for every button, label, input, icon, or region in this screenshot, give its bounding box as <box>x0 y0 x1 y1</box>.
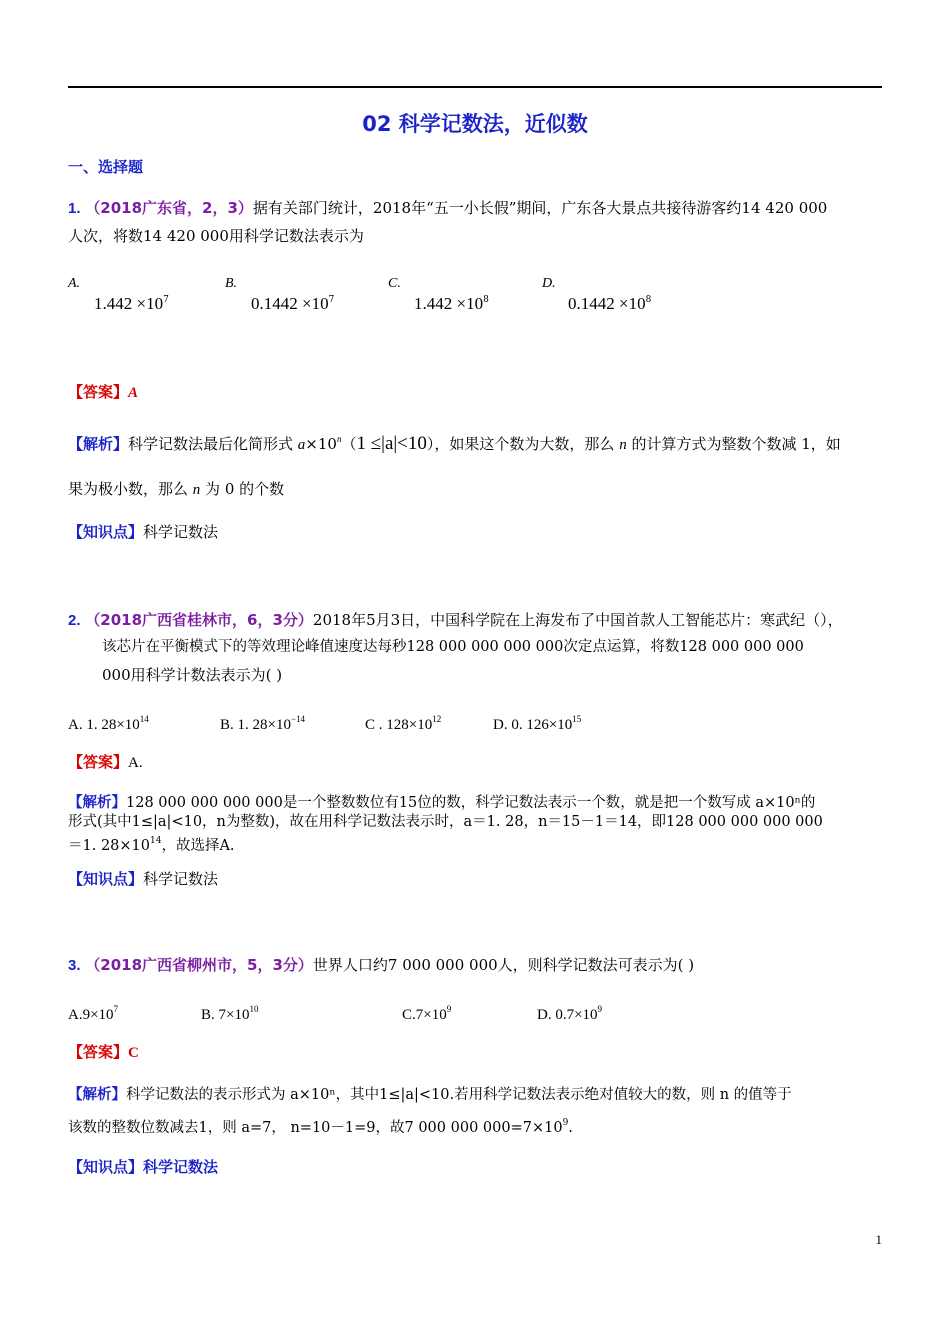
q3-knowledge <box>68 1156 218 1178</box>
q3-text-1: 世界人口约7 000 000 000人，则科学记数法可表示为( ) <box>312 956 695 974</box>
option-value: C.7×10 <box>402 1007 447 1023</box>
q2-option-d <box>493 708 581 736</box>
analysis-var: n <box>619 437 627 453</box>
q2-analysis-line3 <box>68 830 235 857</box>
option-letter: C. <box>388 276 401 291</box>
analysis-text: 果为极小数，那么 <box>68 480 193 498</box>
option-value: 1.442 ×10 <box>94 294 164 313</box>
option-letter: A. <box>68 276 81 291</box>
option-value: 0.1442 ×10 <box>568 294 646 313</box>
knowledge-label: 【知识点】 <box>68 870 144 888</box>
q1-line2: 人次，将数14 420 000用科学记数法表示为 <box>68 227 364 245</box>
q1-text-1: 据有关部门统计，2018年“五一小长假”期间，广东各大景点共接待游客约14 420 000 <box>252 199 828 217</box>
answer-value: C <box>128 1045 139 1061</box>
knowledge-label: 【知识点】 <box>68 523 144 541</box>
answer-label: 【答案】 <box>68 383 129 401</box>
q2-answer <box>68 751 143 774</box>
q1-analysis-line1 <box>68 428 841 456</box>
option-value: B. 1. 28×10 <box>220 717 291 733</box>
analysis-text: ＝1. 28×10 <box>68 838 150 854</box>
q2-option-a <box>68 708 149 736</box>
option-exponent: 7 <box>113 1004 119 1014</box>
option-value: 1.442 ×10 <box>414 294 484 313</box>
analysis-exp: n <box>336 434 342 444</box>
q2-analysis-line2: 形式(其中1≤|a|<10，n为整数)，故在用科学记数法表示时，a＝1. 28，n＝15－1＝14，即128 000 000 000 000 <box>68 814 823 830</box>
analysis-text: ，故选择A. <box>161 838 235 854</box>
analysis-text: 128 000 000 000 000是一个整数数位有15位的数，科学记数法表示一个数，就是把一个数写成 a×10ⁿ的 <box>126 795 816 811</box>
option-exponent: 12 <box>432 714 442 724</box>
option-exponent: 7 <box>163 295 169 305</box>
option-value: C . 128×10 <box>365 717 433 733</box>
q3-answer <box>68 1041 139 1064</box>
q2-option-c <box>365 708 441 736</box>
option-exponent: 10 <box>249 1004 259 1014</box>
page-number: 1 <box>875 1232 882 1247</box>
q1-answer <box>68 381 138 404</box>
analysis-text: ），如果这个数为大数，那么 <box>426 435 620 453</box>
option-exponent: 14 <box>139 714 149 724</box>
q3-line1 <box>68 954 694 977</box>
option-exponent: 7 <box>328 295 335 305</box>
q3-option-a <box>68 998 118 1026</box>
analysis-var: a <box>297 437 306 453</box>
knowledge-label: 【知识点】 <box>68 1158 144 1176</box>
q1-number: 1. <box>68 200 81 217</box>
q3-number: 3. <box>68 957 81 974</box>
knowledge-value: 科学记数法 <box>143 870 219 888</box>
analysis-text: 科学记数法的表示形式为 a×10ⁿ，其中1≤|a|<10.若用科学记数法表示绝对值较大的数，则 n 的值等于 <box>126 1087 792 1103</box>
option-letter: B. <box>225 276 238 291</box>
option-value: A. 1. 28×10 <box>68 717 140 733</box>
analysis-var: n <box>192 482 201 498</box>
option-exponent: 8 <box>483 295 489 305</box>
option-letter: D. <box>542 276 556 291</box>
q1-source: （2018广东省，2，3） <box>85 199 253 217</box>
option-exponent: 15 <box>572 714 582 724</box>
q3-option-c <box>402 998 451 1026</box>
analysis-text: ×10 <box>305 435 337 453</box>
option-exponent: 9 <box>446 1004 452 1014</box>
header-rule <box>68 86 882 88</box>
knowledge-value: 科学记数法 <box>143 1158 219 1176</box>
analysis-text: 为 0 的个数 <box>200 480 285 498</box>
q2-source: （2018广西省桂林市，6，3分） <box>85 611 313 629</box>
analysis-text: 科学记数法最后化简形式 <box>128 435 298 453</box>
q1-option-d <box>542 272 651 314</box>
q1-option-c <box>388 272 489 314</box>
q2-option-b <box>220 708 305 736</box>
answer-label: 【答案】 <box>68 1043 129 1061</box>
analysis-text: 该数的整数位数减去1，则 a=7， n=10－1=9，故7 000 000 000=7×10 <box>68 1120 563 1136</box>
answer-label: 【答案】 <box>68 753 129 771</box>
analysis-exp: 9 <box>562 1118 569 1128</box>
option-value: 0.1442 ×10 <box>251 294 329 313</box>
analysis-exp: 14 <box>150 836 162 846</box>
knowledge-value: 科学记数法 <box>143 523 219 541</box>
analysis-label: 【解析】 <box>68 435 129 453</box>
q1-knowledge <box>68 521 218 543</box>
q2-number: 2. <box>68 612 81 629</box>
q1-option-a <box>68 272 169 314</box>
q3-option-d <box>537 998 602 1026</box>
option-value: D. 0. 126×10 <box>493 717 573 733</box>
answer-value: A. <box>128 755 143 771</box>
q3-analysis-line2 <box>68 1112 573 1139</box>
option-exponent: 8 <box>645 295 652 305</box>
answer-value: A <box>128 385 139 401</box>
section-heading: 一、选择题 <box>68 158 144 176</box>
analysis-label: 【解析】 <box>68 795 126 811</box>
option-value: B. 7×10 <box>201 1007 250 1023</box>
q1-line1 <box>68 197 827 220</box>
q2-text-1: 2018年5月3日，中国科学院在上海发布了中国首款人工智能芯片：寒武纪（）， <box>312 611 843 629</box>
analysis-text: . <box>568 1120 573 1136</box>
q1-analysis-line2 <box>68 478 284 501</box>
option-exponent: 9 <box>597 1004 603 1014</box>
analysis-label: 【解析】 <box>68 1087 126 1103</box>
analysis-formula: 1 ≤|a|<10 <box>356 433 427 454</box>
option-value: D. 0.7×10 <box>537 1007 598 1023</box>
q3-analysis-line1 <box>68 1084 792 1106</box>
q3-source: （2018广西省柳州市，5，3分） <box>85 956 313 974</box>
q2-line2: 该芯片在平衡模式下的等效理论峰值速度达每秒128 000 000 000 000次定点运算，将数128 000 000 000 <box>102 639 804 655</box>
page-title: 02 科学记数法，近似数 <box>362 112 588 136</box>
q2-line1 <box>68 609 843 632</box>
analysis-text: 的计算方式为整数个数减 1，如 <box>626 435 841 453</box>
option-value: A.9×10 <box>68 1007 114 1023</box>
analysis-text: （ <box>341 435 357 453</box>
q2-line3: 000用科学计数法表示为( ) <box>102 666 283 684</box>
q2-knowledge <box>68 868 218 890</box>
option-exponent: −14 <box>290 714 306 724</box>
q1-option-b <box>225 272 334 314</box>
q3-option-b <box>201 998 258 1026</box>
